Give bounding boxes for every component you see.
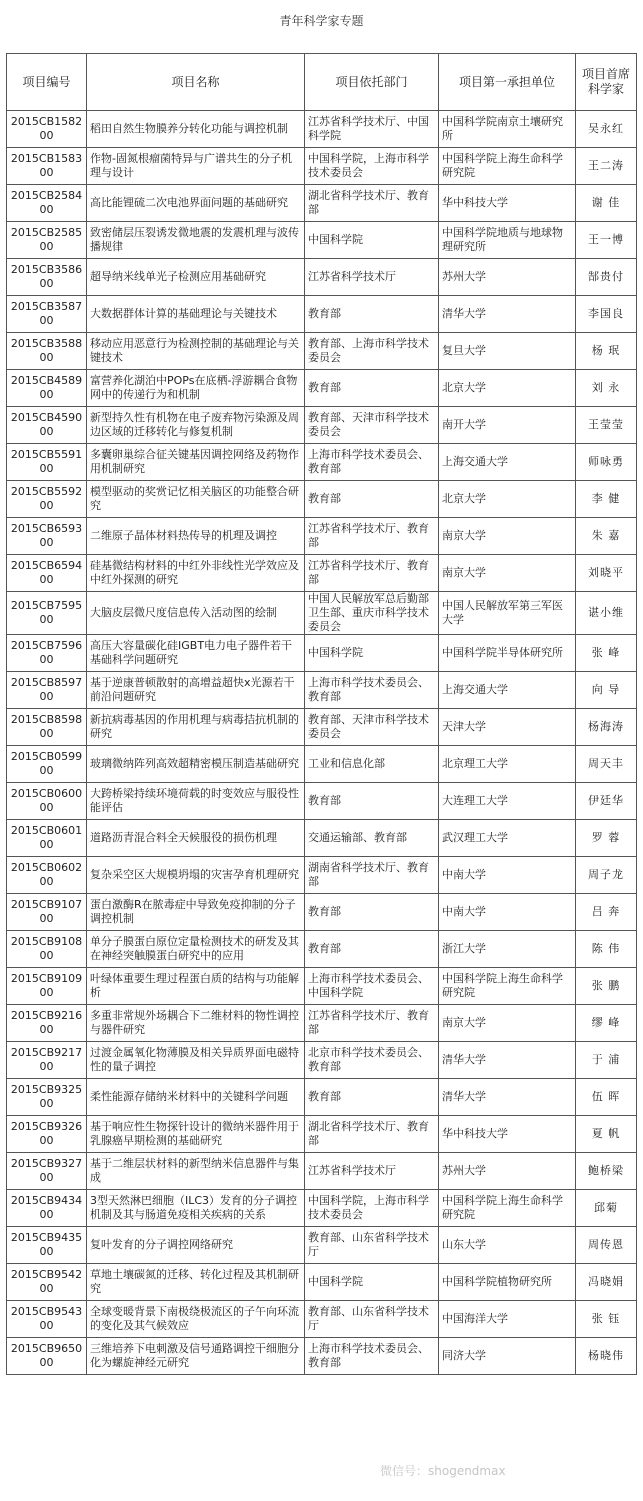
cell-code: 2015CB932500 <box>7 1079 87 1116</box>
table-row <box>7 111 637 148</box>
cell-unit: 上海交通大学 <box>439 672 576 709</box>
cell-chief: 朱 嘉 <box>576 518 637 555</box>
cell-dept: 工业和信息化部 <box>305 746 439 783</box>
cell-name: 多重非常规外场耦合下二维材料的物性调控与器件研究 <box>87 1005 305 1042</box>
cell-name: 基于逆康普顿散射的高增益超快x光源若干前沿问题研究 <box>87 672 305 709</box>
table-row <box>7 1079 637 1116</box>
cell-code: 2015CB358700 <box>7 296 87 333</box>
table-row <box>7 1338 637 1375</box>
cell-name: 全球变暖背景下南极绕极流区的子午向环流的变化及其气候效应 <box>87 1301 305 1338</box>
cell-unit: 中国科学院南京土壤研究所 <box>439 111 576 148</box>
cell-dept: 中国科学院 <box>305 635 439 672</box>
cell-unit: 大连理工大学 <box>439 783 576 820</box>
table-row <box>7 635 637 672</box>
cell-unit: 中南大学 <box>439 894 576 931</box>
cell-name: 大数据群体计算的基础理论与关键技术 <box>87 296 305 333</box>
cell-code: 2015CB759600 <box>7 635 87 672</box>
cell-name: 基于响应性生物探针设计的微纳米器件用于乳腺癌早期检测的基础研究 <box>87 1116 305 1153</box>
cell-name: 稻田自然生物膜养分转化功能与调控机制 <box>87 111 305 148</box>
cell-code: 2015CB921700 <box>7 1042 87 1079</box>
cell-dept: 上海市科学技术委员会、教育部 <box>305 444 439 481</box>
cell-code: 2015CB954300 <box>7 1301 87 1338</box>
cell-unit: 复旦大学 <box>439 333 576 370</box>
cell-name: 单分子膜蛋白原位定量检测技术的研发及其在神经突触膜蛋白研究中的应用 <box>87 931 305 968</box>
cell-dept: 湖北省科学技术厅、教育部 <box>305 1116 439 1153</box>
cell-chief: 杨 珉 <box>576 333 637 370</box>
cell-dept: 教育部 <box>305 481 439 518</box>
cell-code: 2015CB943500 <box>7 1227 87 1264</box>
cell-name: 模型驱动的奖赏记忆相关脑区的功能整合研究 <box>87 481 305 518</box>
cell-chief: 向 导 <box>576 672 637 709</box>
cell-unit: 同济大学 <box>439 1338 576 1375</box>
cell-code: 2015CB060100 <box>7 820 87 857</box>
cell-unit: 清华大学 <box>439 1079 576 1116</box>
cell-chief: 张 鹏 <box>576 968 637 1005</box>
cell-unit: 华中科技大学 <box>439 1116 576 1153</box>
cell-dept: 交通运输部、教育部 <box>305 820 439 857</box>
cell-chief: 周天丰 <box>576 746 637 783</box>
cell-name: 蛋白激酶R在脓毒症中导致免疫抑制的分子调控机制 <box>87 894 305 931</box>
cell-unit: 中国科学院上海生命科学研究院 <box>439 968 576 1005</box>
cell-code: 2015CB921600 <box>7 1005 87 1042</box>
cell-dept: 上海市科学技术委员会、中国科学院 <box>305 968 439 1005</box>
table-row <box>7 296 637 333</box>
table-row <box>7 1301 637 1338</box>
cell-dept: 教育部 <box>305 931 439 968</box>
table-row <box>7 1116 637 1153</box>
cell-name: 基于二维层状材料的新型纳米信息器件与集成 <box>87 1153 305 1190</box>
cell-dept: 中国科学院，上海市科学技术委员会 <box>305 148 439 185</box>
cell-unit: 南开大学 <box>439 407 576 444</box>
cell-name: 硅基微结构材料的中红外非线性光学效应及中红外探测的研究 <box>87 555 305 592</box>
cell-unit: 中南大学 <box>439 857 576 894</box>
cell-chief: 李 健 <box>576 481 637 518</box>
cell-name: 高比能锂硫二次电池界面问题的基础研究 <box>87 185 305 222</box>
cell-code: 2015CB559100 <box>7 444 87 481</box>
cell-code: 2015CB910700 <box>7 894 87 931</box>
table-row <box>7 709 637 746</box>
cell-dept: 教育部、天津市科学技术委员会 <box>305 407 439 444</box>
cell-unit: 中国科学院半导体研究所 <box>439 635 576 672</box>
cell-chief: 王二涛 <box>576 148 637 185</box>
cell-name: 玻璃微纳阵列高效超精密模压制造基础研究 <box>87 746 305 783</box>
cell-chief: 张 钰 <box>576 1301 637 1338</box>
header-dept: 项目依托部门 <box>305 54 439 111</box>
cell-code: 2015CB358600 <box>7 259 87 296</box>
table-row <box>7 1264 637 1301</box>
header-name: 项目名称 <box>87 54 305 111</box>
cell-code: 2015CB559200 <box>7 481 87 518</box>
cell-dept: 教育部 <box>305 783 439 820</box>
cell-chief: 缪 峰 <box>576 1005 637 1042</box>
cell-chief: 邱菊 <box>576 1190 637 1227</box>
cell-unit: 清华大学 <box>439 1042 576 1079</box>
cell-code: 2015CB910900 <box>7 968 87 1005</box>
cell-chief: 刘晓平 <box>576 555 637 592</box>
cell-unit: 中国科学院上海生命科学研究院 <box>439 148 576 185</box>
cell-code: 2015CB659400 <box>7 555 87 592</box>
cell-name: 草地土壤碳氮的迁移、转化过程及其机制研究 <box>87 1264 305 1301</box>
cell-code: 2015CB965000 <box>7 1338 87 1375</box>
table-row <box>7 592 637 635</box>
cell-chief: 师咏勇 <box>576 444 637 481</box>
cell-chief: 伊廷华 <box>576 783 637 820</box>
cell-dept: 江苏省科学技术厅、教育部 <box>305 1005 439 1042</box>
cell-dept: 中国科学院 <box>305 222 439 259</box>
table-row <box>7 148 637 185</box>
table-row <box>7 1190 637 1227</box>
cell-dept: 教育部 <box>305 296 439 333</box>
table-row <box>7 518 637 555</box>
cell-name: 二维原子晶体材料热传导的机理及调控 <box>87 518 305 555</box>
cell-chief: 周传恩 <box>576 1227 637 1264</box>
cell-chief: 鲍桥梁 <box>576 1153 637 1190</box>
cell-name: 大脑皮层微尺度信息传入活动图的绘制 <box>87 592 305 635</box>
header-chief: 项目首席科学家 <box>576 54 637 111</box>
table-row <box>7 672 637 709</box>
table-row <box>7 222 637 259</box>
cell-code: 2015CB659300 <box>7 518 87 555</box>
table-row <box>7 857 637 894</box>
cell-unit: 浙江大学 <box>439 931 576 968</box>
cell-chief: 张 峰 <box>576 635 637 672</box>
cell-unit: 中国海洋大学 <box>439 1301 576 1338</box>
cell-dept: 中国人民解放军总后勤部卫生部、重庆市科学技术委员会 <box>305 592 439 635</box>
cell-code: 2015CB158200 <box>7 111 87 148</box>
cell-code: 2015CB158300 <box>7 148 87 185</box>
cell-chief: 周子龙 <box>576 857 637 894</box>
cell-chief: 谌小维 <box>576 592 637 635</box>
cell-unit: 上海交通大学 <box>439 444 576 481</box>
table-row <box>7 783 637 820</box>
cell-dept: 湖北省科学技术厅、教育部 <box>305 185 439 222</box>
cell-unit: 南京大学 <box>439 555 576 592</box>
cell-chief: 杨海涛 <box>576 709 637 746</box>
cell-chief: 李国良 <box>576 296 637 333</box>
cell-code: 2015CB060000 <box>7 783 87 820</box>
cell-name: 超导纳米线单光子检测应用基础研究 <box>87 259 305 296</box>
cell-name: 大跨桥梁持续环境荷载的时变效应与服役性能评估 <box>87 783 305 820</box>
cell-name: 三维培养下电刺激及信号通路调控干细胞分化为螺旋神经元研究 <box>87 1338 305 1375</box>
cell-unit: 苏州大学 <box>439 1153 576 1190</box>
cell-chief: 陈 伟 <box>576 931 637 968</box>
cell-dept: 江苏省科学技术厅、中国科学院 <box>305 111 439 148</box>
cell-chief: 刘 永 <box>576 370 637 407</box>
cell-name: 新型持久性有机物在电子废弃物污染源及周边区域的迁移转化与修复机制 <box>87 407 305 444</box>
cell-dept: 中国科学院 <box>305 1264 439 1301</box>
cell-name: 3型天然淋巴细胞（ILC3）发育的分子调控机制及其与肠道免疫相关疾病的关系 <box>87 1190 305 1227</box>
cell-chief: 吴永红 <box>576 111 637 148</box>
table-row <box>7 1227 637 1264</box>
cell-chief: 冯晓娟 <box>576 1264 637 1301</box>
cell-code: 2015CB458900 <box>7 370 87 407</box>
cell-chief: 王一博 <box>576 222 637 259</box>
table-row <box>7 931 637 968</box>
cell-name: 过渡金属氧化物薄膜及相关异质界面电磁特性的量子调控 <box>87 1042 305 1079</box>
table-row <box>7 185 637 222</box>
table-row <box>7 259 637 296</box>
table-row <box>7 820 637 857</box>
cell-name: 富营养化湖泊中POPs在底栖-浮游耦合食物网中的传递行为和机制 <box>87 370 305 407</box>
table-header-row <box>7 54 637 111</box>
table-row <box>7 968 637 1005</box>
cell-unit: 北京理工大学 <box>439 746 576 783</box>
cell-code: 2015CB258400 <box>7 185 87 222</box>
table-row <box>7 481 637 518</box>
cell-unit: 北京大学 <box>439 370 576 407</box>
cell-chief: 谢 佳 <box>576 185 637 222</box>
page-title: 青年科学家专题 <box>279 14 364 28</box>
cell-code: 2015CB859700 <box>7 672 87 709</box>
table-body <box>7 111 637 1375</box>
cell-code: 2015CB059900 <box>7 746 87 783</box>
cell-name: 移动应用恶意行为检测控制的基础理论与关键技术 <box>87 333 305 370</box>
cell-name: 作物-固氮根瘤菌特异与广谱共生的分子机理与设计 <box>87 148 305 185</box>
cell-dept: 湖南省科学技术厅、教育部 <box>305 857 439 894</box>
cell-name: 复杂采空区大规模坍塌的灾害孕育机理研究 <box>87 857 305 894</box>
cell-code: 2015CB759500 <box>7 592 87 635</box>
cell-name: 多囊卵巢综合征关键基因调控网络及药物作用机制研究 <box>87 444 305 481</box>
cell-code: 2015CB358800 <box>7 333 87 370</box>
table-row <box>7 1153 637 1190</box>
cell-chief: 王莹莹 <box>576 407 637 444</box>
cell-unit: 天津大学 <box>439 709 576 746</box>
cell-code: 2015CB943400 <box>7 1190 87 1227</box>
cell-dept: 江苏省科学技术厅 <box>305 259 439 296</box>
cell-chief: 伍 晖 <box>576 1079 637 1116</box>
cell-unit: 武汉理工大学 <box>439 820 576 857</box>
cell-name: 复叶发育的分子调控网络研究 <box>87 1227 305 1264</box>
cell-name: 叶绿体重要生理过程蛋白质的结构与功能解析 <box>87 968 305 1005</box>
cell-chief: 于 浦 <box>576 1042 637 1079</box>
cell-dept: 教育部、山东省科学技术厅 <box>305 1227 439 1264</box>
cell-code: 2015CB859800 <box>7 709 87 746</box>
header-code: 项目编号 <box>7 54 87 111</box>
cell-unit: 华中科技大学 <box>439 185 576 222</box>
cell-chief: 罗 蓉 <box>576 820 637 857</box>
cell-code: 2015CB932700 <box>7 1153 87 1190</box>
cell-code: 2015CB258500 <box>7 222 87 259</box>
cell-dept: 江苏省科学技术厅、教育部 <box>305 555 439 592</box>
project-table <box>6 53 637 1375</box>
cell-chief: 杨晓伟 <box>576 1338 637 1375</box>
cell-dept: 教育部、上海市科学技术委员会 <box>305 333 439 370</box>
cell-dept: 教育部、山东省科学技术厅 <box>305 1301 439 1338</box>
cell-dept: 上海市科学技术委员会、教育部 <box>305 1338 439 1375</box>
cell-chief: 郜贵付 <box>576 259 637 296</box>
cell-code: 2015CB459000 <box>7 407 87 444</box>
table-row <box>7 746 637 783</box>
cell-unit: 北京大学 <box>439 481 576 518</box>
cell-chief: 吕 奔 <box>576 894 637 931</box>
table-row <box>7 894 637 931</box>
cell-name: 道路沥青混合料全天候服役的损伤机理 <box>87 820 305 857</box>
cell-code: 2015CB932600 <box>7 1116 87 1153</box>
cell-code: 2015CB060200 <box>7 857 87 894</box>
cell-unit: 中国科学院地质与地球物理研究所 <box>439 222 576 259</box>
cell-name: 致密储层压裂诱发微地震的发震机理与波传播规律 <box>87 222 305 259</box>
cell-unit: 南京大学 <box>439 1005 576 1042</box>
cell-unit: 中国科学院上海生命科学研究院 <box>439 1190 576 1227</box>
cell-dept: 教育部 <box>305 1079 439 1116</box>
table-row <box>7 555 637 592</box>
cell-name: 高压大容量碳化硅IGBT电力电子器件若干基础科学问题研究 <box>87 635 305 672</box>
cell-dept: 江苏省科学技术厅 <box>305 1153 439 1190</box>
cell-name: 新抗病毒基因的作用机理与病毒拮抗机制的研究 <box>87 709 305 746</box>
cell-unit: 中国科学院植物研究所 <box>439 1264 576 1301</box>
table-row <box>7 1042 637 1079</box>
cell-unit: 南京大学 <box>439 518 576 555</box>
cell-dept: 上海市科学技术委员会、教育部 <box>305 672 439 709</box>
cell-unit: 中国人民解放军第三军医大学 <box>439 592 576 635</box>
table-row <box>7 444 637 481</box>
cell-unit: 苏州大学 <box>439 259 576 296</box>
header-unit: 项目第一承担单位 <box>439 54 576 111</box>
cell-unit: 山东大学 <box>439 1227 576 1264</box>
cell-unit: 清华大学 <box>439 296 576 333</box>
cell-code: 2015CB954200 <box>7 1264 87 1301</box>
cell-dept: 教育部 <box>305 894 439 931</box>
cell-name: 柔性能源存储纳米材料中的关键科学问题 <box>87 1079 305 1116</box>
cell-dept: 中国科学院，上海市科学技术委员会 <box>305 1190 439 1227</box>
cell-dept: 北京市科学技术委员会、教育部 <box>305 1042 439 1079</box>
table-row <box>7 370 637 407</box>
cell-dept: 教育部 <box>305 370 439 407</box>
cell-code: 2015CB910800 <box>7 931 87 968</box>
cell-dept: 教育部、天津市科学技术委员会 <box>305 709 439 746</box>
watermark: 微信号：shogendmax <box>380 1464 506 1478</box>
cell-dept: 江苏省科学技术厅、教育部 <box>305 518 439 555</box>
table-row <box>7 407 637 444</box>
table-row <box>7 1005 637 1042</box>
cell-chief: 夏 帆 <box>576 1116 637 1153</box>
table-row <box>7 333 637 370</box>
